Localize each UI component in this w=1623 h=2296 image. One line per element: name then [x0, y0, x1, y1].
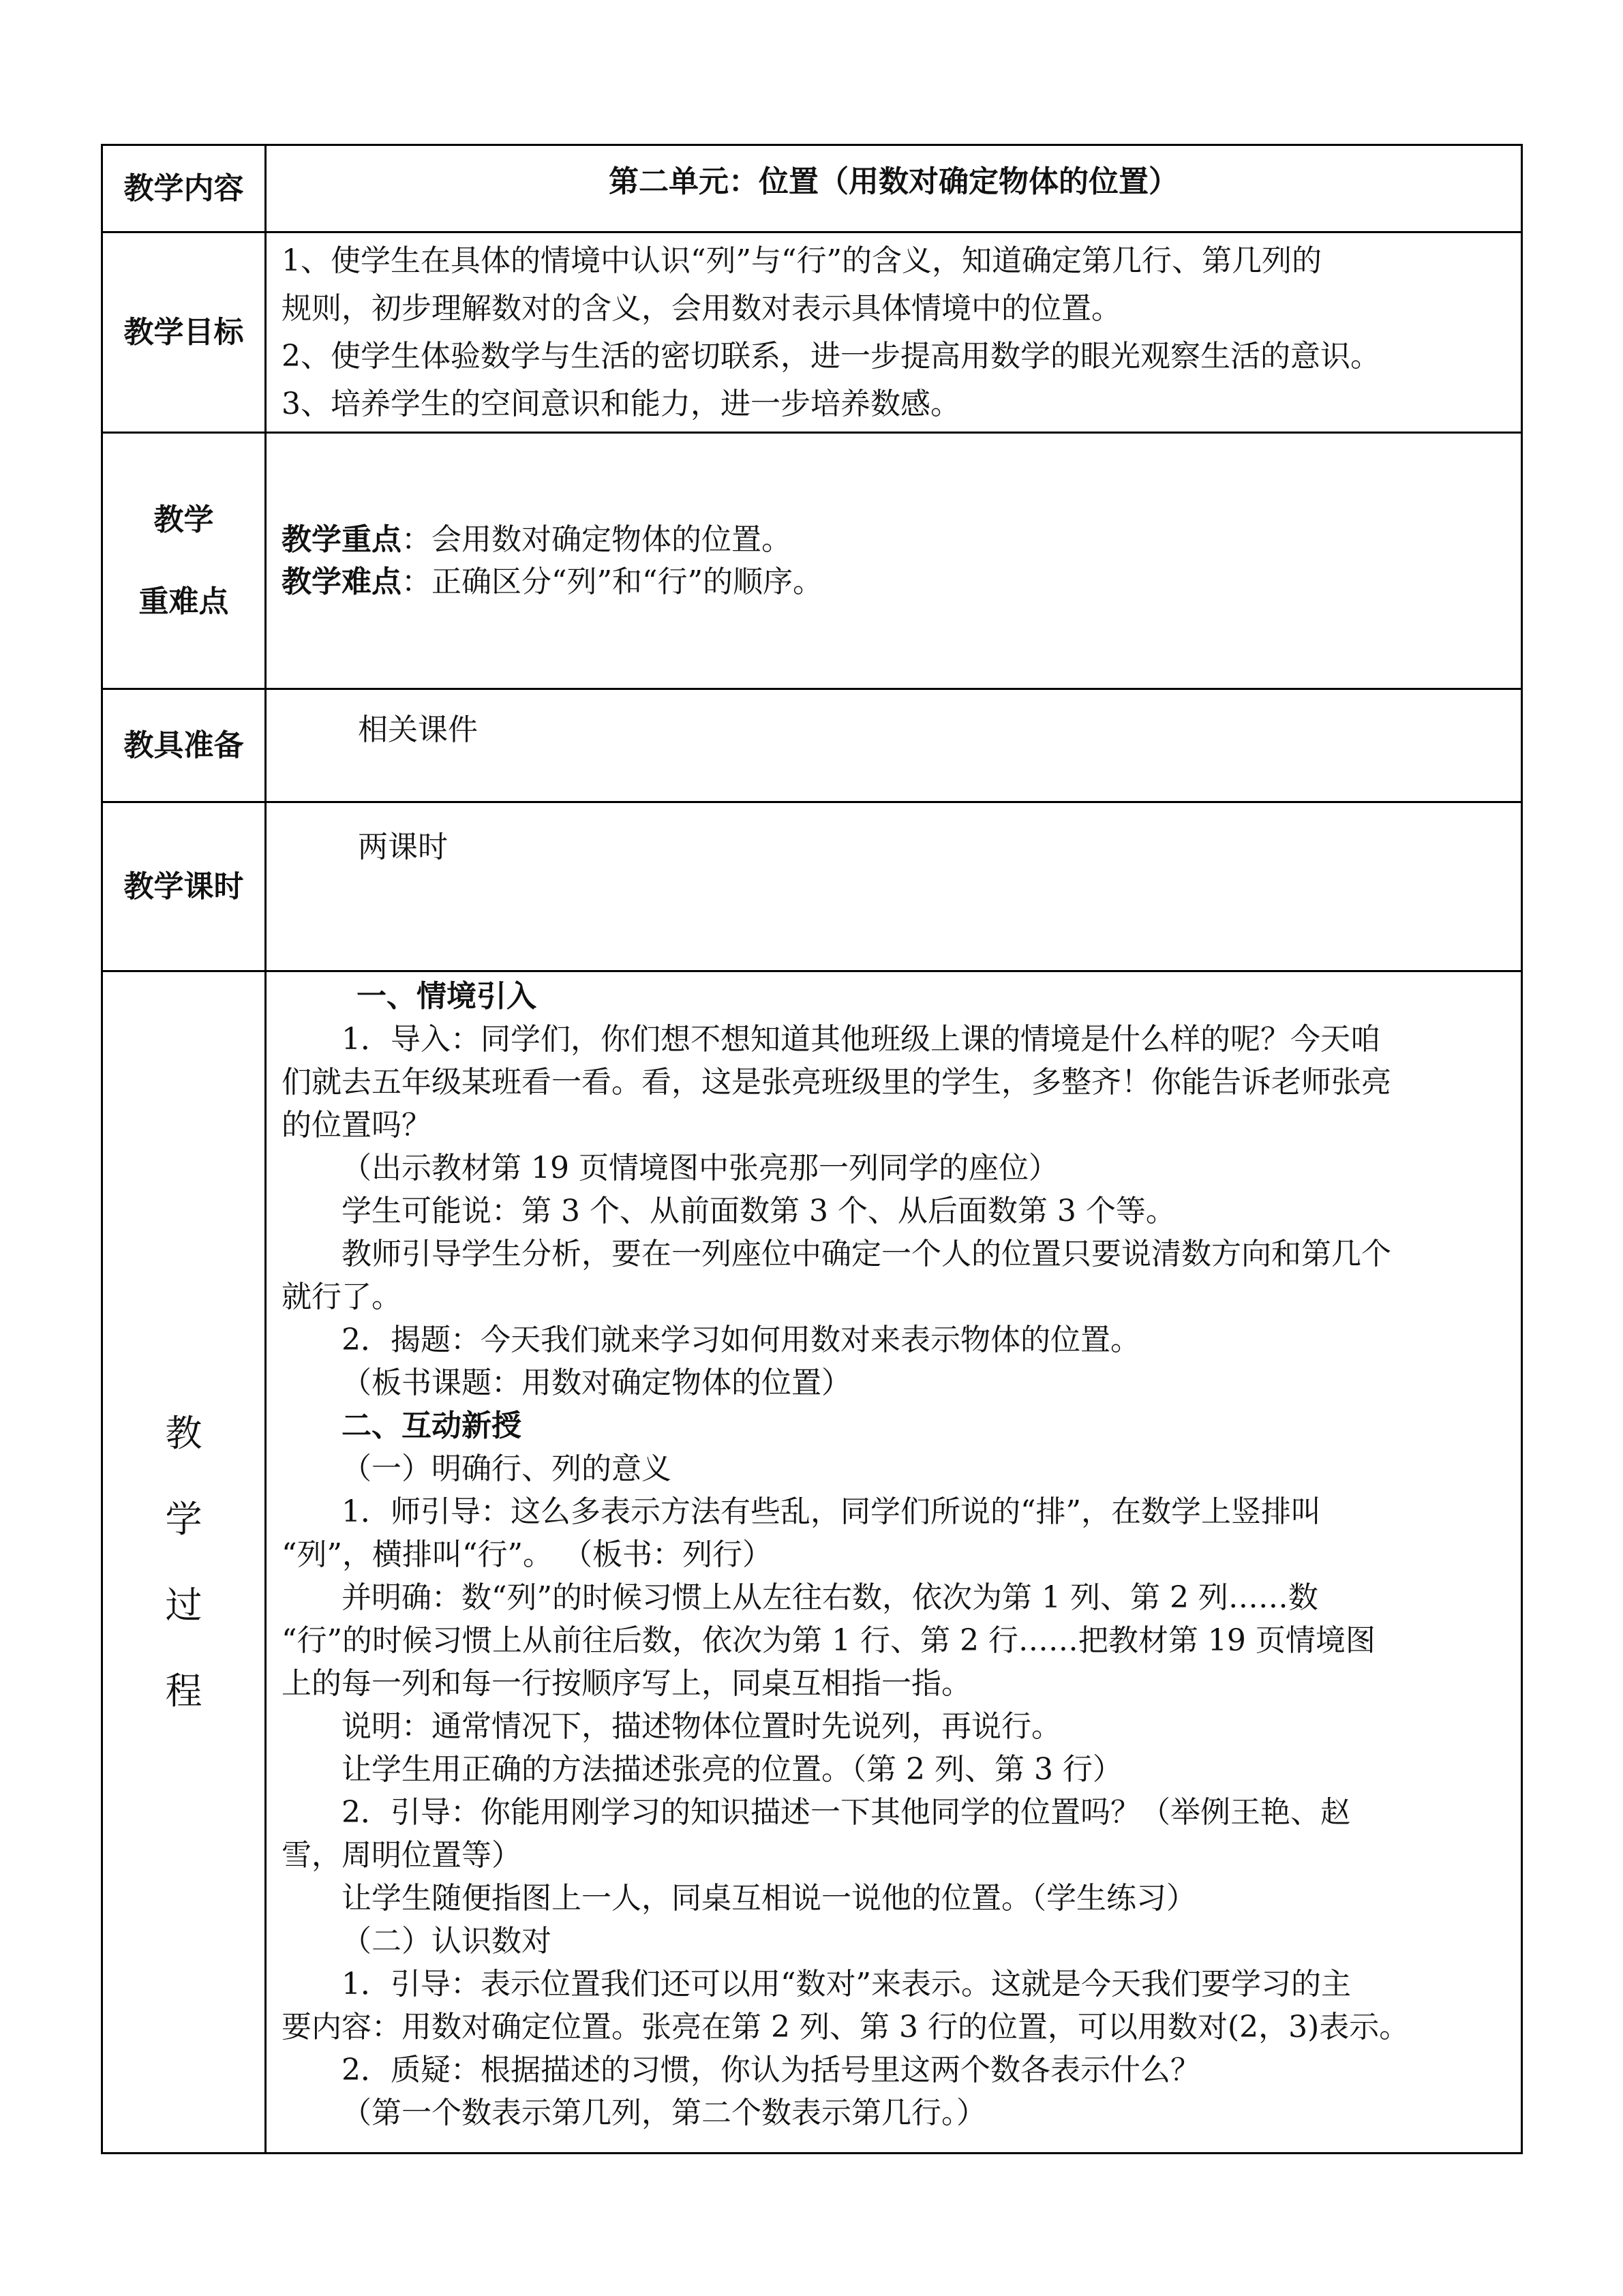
- label-key-points-line1: 教学: [153, 502, 214, 537]
- process-line: （板书课题：用数对确定物体的位置）: [342, 1365, 851, 1400]
- label-process-char: 过: [165, 1583, 202, 1627]
- process-line: （第一个数表示第几列，第二个数表示第几行。）: [342, 2096, 986, 2130]
- key-points-text: [266, 433, 1522, 689]
- label-objectives: 教学目标: [102, 232, 266, 433]
- objectives-text: [266, 232, 1522, 433]
- tools-value: 相关课件: [266, 689, 1522, 802]
- label-content: 教学内容: [102, 145, 266, 232]
- process-line: 2．质疑：根据描述的习惯，你认为括号里这两个数各表示什么？: [342, 2053, 1200, 2087]
- process-text: [266, 971, 1522, 2154]
- label-key-points-line2: 重难点: [138, 584, 229, 619]
- difficulty-line: [282, 561, 1506, 603]
- process-line: 1．导入：同学们，你们想不想知道其他班级上课的情境是什么样的呢？今天咱: [342, 1022, 1380, 1057]
- process-line: “行”的时候习惯上从前往后数，依次为第 1 行、第 2 行……把教材第 19 页情境图: [282, 1623, 1376, 1658]
- process-line: 学生可能说：第 3 个、从前面数第 3 个、从后面数第 3 个等。: [342, 1194, 1176, 1228]
- objective-line: 规则，初步理解数对的含义，会用数对表示具体情境中的位置。: [282, 290, 1121, 326]
- label-process-char: 学: [165, 1497, 202, 1541]
- label-tools: 教具准备: [102, 689, 266, 802]
- process-line: 教师引导学生分析，要在一列座位中确定一个人的位置只要说清数方向和第几个: [342, 1237, 1391, 1271]
- process-line: 1．引导：表示位置我们还可以用“数对”来表示。这就是今天我们要学习的主: [342, 1967, 1351, 2002]
- process-line: （一）明确行、列的意义: [342, 1451, 671, 1486]
- row-objectives: [102, 232, 1522, 433]
- process-line: 说明：通常情况下，描述物体位置时先说列，再说行。: [342, 1709, 1061, 1744]
- process-line: （二）认识数对: [342, 1924, 551, 1959]
- row-process: [102, 971, 1522, 2154]
- difficulty-label: 教学难点: [282, 564, 401, 599]
- label-process: [102, 971, 266, 2154]
- focus-label: 教学重点: [282, 522, 401, 557]
- process-line: 雪，周明位置等）: [282, 1838, 521, 1873]
- process-line: 们就去五年级某班看一看。看，这是张亮班级里的学生，多整齐！你能告诉老师张亮: [282, 1065, 1391, 1100]
- process-line: 1．师引导：这么多表示方法有些乱，同学们所说的“排”，在数学上竖排叫: [342, 1494, 1321, 1529]
- process-line: 要内容：用数对确定位置。张亮在第 2 列、第 3 行的位置，可以用数对(2，3)表示。: [282, 2010, 1410, 2044]
- process-line: 2．揭题：今天我们就来学习如何用数对来表示物体的位置。: [342, 1323, 1140, 1357]
- row-key-points: [102, 433, 1522, 689]
- process-line: 让学生随便指图上一人，同桌互相说一说他的位置。（学生练习）: [342, 1881, 1196, 1916]
- lesson-plan-table: [101, 144, 1523, 2154]
- process-line: 上的每一列和每一行按顺序写上，同桌互相指一指。: [282, 1666, 971, 1701]
- label-process-char: 教: [165, 1411, 202, 1455]
- focus-line: [282, 519, 1506, 561]
- label-process-char: 程: [165, 1669, 202, 1712]
- process-line: “列”，横排叫“行”。 （板书：列行）: [282, 1537, 772, 1572]
- label-key-points: [102, 433, 266, 689]
- process-line: 并明确：数“列”的时候习惯上从左往右数，依次为第 1 列、第 2 列……数: [342, 1580, 1318, 1615]
- section-heading: 二、互动新授: [342, 1408, 521, 1443]
- process-line: 让学生用正确的方法描述张亮的位置。（第 2 列、第 3 行）: [342, 1752, 1123, 1787]
- objective-line: 3、培养学生的空间意识和能力，进一步培养数感。: [282, 386, 960, 421]
- periods-value: 两课时: [266, 802, 1522, 971]
- process-line: 2．引导：你能用刚学习的知识描述一下其他同学的位置吗？（举例王艳、赵: [342, 1795, 1350, 1830]
- section-heading: 一、情境引入: [357, 979, 536, 1014]
- difficulty-text: ：正确区分“列”和“行”的顺序。: [401, 564, 823, 599]
- row-periods: [102, 802, 1522, 971]
- process-line: 就行了。: [282, 1280, 401, 1314]
- objective-line: 1、使学生在具体的情境中认识“列”与“行”的含义，知道确定第几行、第几列的: [282, 243, 1322, 278]
- process-line: （出示教材第 19 页情境图中张亮那一列同学的座位）: [342, 1151, 1059, 1185]
- row-tools: [102, 689, 1522, 802]
- process-line: 的位置吗？: [282, 1108, 431, 1143]
- row-content: [102, 145, 1522, 232]
- focus-text: ：会用数对确定物体的位置。: [401, 522, 791, 557]
- lesson-title: 第二单元：位置（用数对确定物体的位置）: [266, 145, 1522, 232]
- label-periods: 教学课时: [102, 802, 266, 971]
- objective-line: 2、使学生体验数学与生活的密切联系，进一步提高用数学的眼光观察生活的意识。: [282, 338, 1380, 374]
